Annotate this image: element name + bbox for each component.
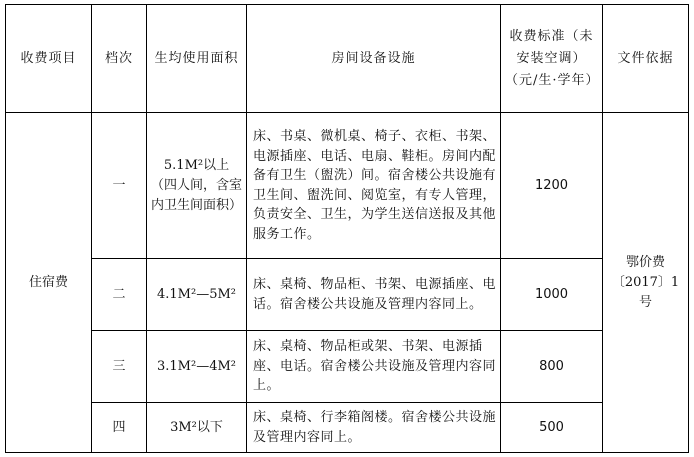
- table-row: [6, 403, 689, 453]
- facilities-cell: 床、桌椅、物品柜或架、书架、电源插座、电话。宿舍楼公共设施及管理内容同上。: [247, 331, 501, 403]
- header-item: 收费项目: [6, 5, 92, 113]
- grade-cell: 一: [92, 113, 147, 259]
- fee-table: [5, 4, 689, 453]
- table-row: [6, 259, 689, 331]
- area-cell: 3M²以下: [147, 403, 247, 453]
- basis-cell: 鄂价费〔2017〕1号: [603, 113, 689, 453]
- header-row: [6, 5, 689, 113]
- area-cell: 4.1M²—5M²: [147, 259, 247, 331]
- table-row: [6, 113, 689, 259]
- header-standard: 收费标准（未安装空调）（元/生·学年）: [501, 5, 603, 113]
- fee-cell: 500: [501, 403, 603, 453]
- grade-cell: 三: [92, 331, 147, 403]
- area-cell: 5.1M²以上（四人间，含室内卫生间面积）: [147, 113, 247, 259]
- grade-cell: 四: [92, 403, 147, 453]
- grade-cell: 二: [92, 259, 147, 331]
- facilities-cell: 床、书桌、微机桌、椅子、衣柜、书架、电源插座、电话、电扇、鞋柜。房间内配备有卫生（盥洗）间。宿舍楼公共设施有卫生间、盥洗间、阅览室，有专人管理，负责安全、卫生，为学生送信送报及其他服务工作。: [247, 113, 501, 259]
- table-row: [6, 331, 689, 403]
- fee-cell: 800: [501, 331, 603, 403]
- header-facilities: 房间设备设施: [247, 5, 501, 113]
- item-cell: 住宿费: [6, 113, 92, 453]
- header-grade: 档次: [92, 5, 147, 113]
- fee-cell: 1200: [501, 113, 603, 259]
- facilities-cell: 床、桌椅、行李箱阁楼。宿舍楼公共设施及管理内容同上。: [247, 403, 501, 453]
- header-basis: 文件依据: [603, 5, 689, 113]
- area-cell: 3.1M²—4M²: [147, 331, 247, 403]
- fee-cell: 1000: [501, 259, 603, 331]
- header-area: 生均使用面积: [147, 5, 247, 113]
- facilities-cell: 床、桌椅、物品柜、书架、电源插座、电话。宿舍楼公共设施及管理内容同上。: [247, 259, 501, 331]
